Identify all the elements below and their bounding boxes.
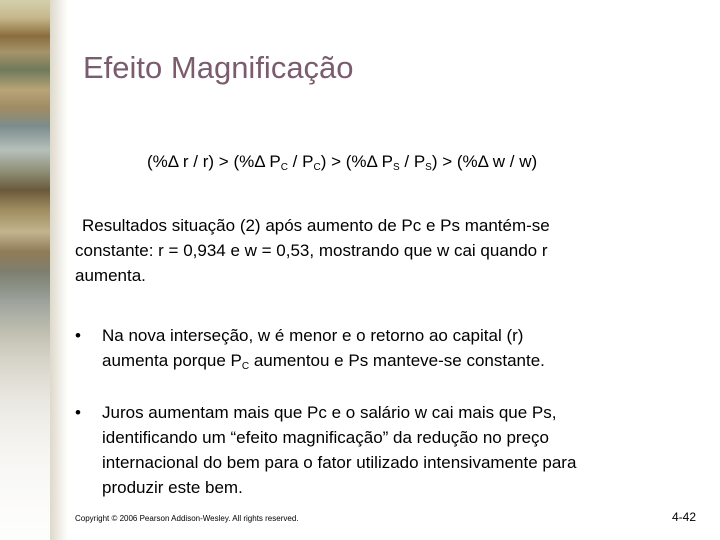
results-paragraph	[75, 213, 675, 288]
bullet-line: Juros aumentam mais que Pc e o salário w cai mais que Ps,	[102, 403, 557, 422]
formula-part: ) > (%Δ w / w)	[431, 152, 538, 171]
formula-subscript: C	[313, 162, 321, 173]
bullet-item	[75, 323, 675, 373]
bullet-text	[102, 400, 677, 500]
formula-subscript: C	[280, 162, 288, 173]
bullet-line: Na nova interseção, w é menor e o retorno ao capital (r)	[102, 326, 524, 345]
bullet-line: identificando um “efeito magnificação” da redução no preço	[102, 428, 549, 447]
formula-subscript: S	[392, 162, 400, 173]
bullet-line: produzir este bem.	[102, 478, 243, 497]
bullet-marker: •	[75, 403, 81, 422]
magnification-formula	[147, 152, 537, 173]
bullet-line-part: aumenta porque P	[102, 351, 242, 370]
bullet-line-part: aumentou e Ps manteve-se constante.	[249, 351, 545, 370]
formula-part: (%Δ r / r) > (%Δ P	[147, 152, 281, 171]
formula-part: / P	[287, 152, 314, 171]
paragraph-line: aumenta.	[75, 266, 146, 285]
bullet-subscript: C	[241, 361, 250, 372]
formula-part: ) > (%Δ P	[320, 152, 393, 171]
bullet-text	[102, 323, 677, 379]
formula-part: / P	[399, 152, 426, 171]
bullet-marker: •	[75, 326, 81, 345]
bullet-line	[102, 348, 677, 379]
page-number: 4-42	[672, 510, 697, 524]
bullet-item	[75, 400, 675, 500]
bullet-line: internacional do bem para o fator utilizado intensivamente para	[102, 453, 577, 472]
slide-title: Efeito Magnificação	[83, 50, 354, 85]
formula-subscript: S	[425, 162, 432, 173]
paragraph-line: Resultados situação (2) após aumento de Pc e Ps mantém-se	[82, 216, 550, 235]
paragraph-line: constante: r = 0,934 e w = 0,53, mostrando que w cai quando r	[75, 241, 548, 260]
decorative-photo-strip	[0, 0, 50, 540]
copyright-notice: Copyright © 2006 Pearson Addison-Wesley. All rights reserved.	[75, 514, 299, 523]
